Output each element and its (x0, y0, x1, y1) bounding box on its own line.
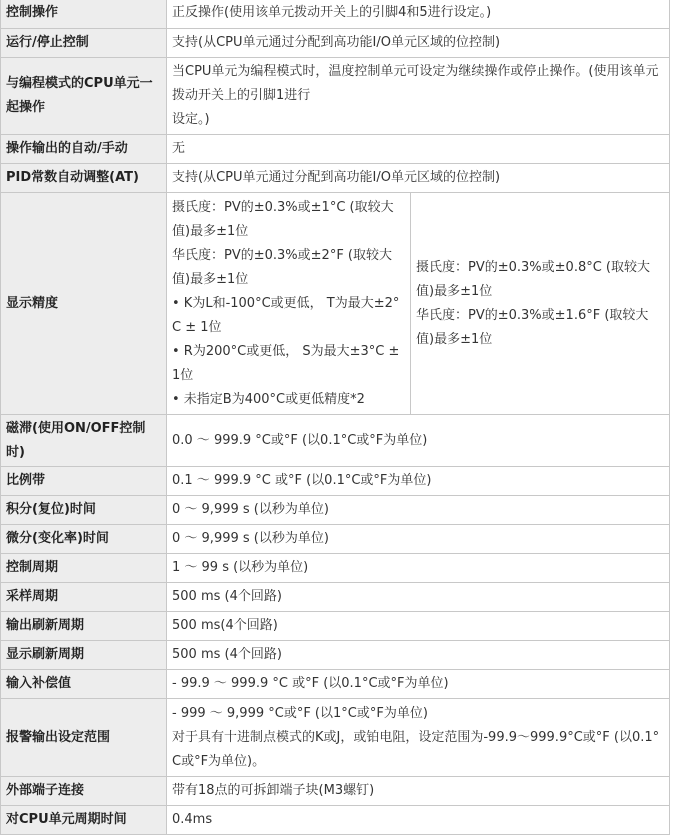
table-row (1, 641, 670, 670)
row-value: 500 ms(4个回路) (167, 612, 670, 641)
row-label: 输出刷新周期 (1, 612, 167, 641)
row-value (167, 58, 670, 135)
table-row (1, 496, 670, 525)
table-row (1, 583, 670, 612)
row-value: 支持(从CPU单元通过分配到高功能I/O单元区域的位控制) (167, 164, 670, 193)
row-label: 控制周期 (1, 554, 167, 583)
row-label: PID常数自动调整(AT) (1, 164, 167, 193)
table-row (1, 135, 670, 164)
row-label: 控制操作 (1, 0, 167, 29)
accuracy-right-cell (411, 193, 670, 415)
row-value: 无 (167, 135, 670, 164)
row-label: 显示精度 (1, 193, 167, 415)
table-row (1, 467, 670, 496)
value-line: 设定。) (172, 112, 210, 127)
row-label: 微分(变化率)时间 (1, 525, 167, 554)
row-value: 500 ms (4个回路) (167, 583, 670, 612)
value-line: • R为200°C或更低， S为最大±3°C ± 1位 (172, 343, 400, 383)
table-row (1, 415, 670, 467)
row-label: 显示刷新周期 (1, 641, 167, 670)
row-label: 与编程模式的CPU单元一起操作 (1, 58, 167, 135)
value-line: 对于具有十进制点模式的K或J，或铂电阻，设定范围为-99.9～999.9°C或°F (以0.1°C或°F为单位)。 (172, 729, 660, 769)
row-label: 积分(复位)时间 (1, 496, 167, 525)
row-value: 500 ms (4个回路) (167, 641, 670, 670)
value-line: 摄氏度：PV的±0.3%或±0.8°C (取较大值)最多±1位 (416, 259, 651, 299)
row-value: - 99.9 ～ 999.9 °C 或°F (以0.1°C或°F为单位) (167, 670, 670, 699)
value-line: 华氏度：PV的±0.3%或±1.6°F (取较大值)最多±1位 (416, 307, 649, 347)
value-line: - 999 ～ 9,999 °C或°F (以1°C或°F为单位) (172, 705, 428, 721)
row-label: 磁滞(使用ON/OFF控制时) (1, 415, 167, 467)
table-row (1, 193, 670, 415)
table-row (1, 29, 670, 58)
row-value: 带有18点的可拆卸端子块(M3螺钉) (167, 777, 670, 806)
row-value: 支持(从CPU单元通过分配到高功能I/O单元区域的位控制) (167, 29, 670, 58)
table-row (1, 554, 670, 583)
table-row (1, 612, 670, 641)
row-label: 采样周期 (1, 583, 167, 612)
table-row (1, 525, 670, 554)
table-row (1, 0, 670, 29)
table-row (1, 58, 670, 135)
row-label: 比例带 (1, 467, 167, 496)
row-value: 0.4ms (167, 806, 670, 835)
row-value: 正反操作(使用该单元拨动开关上的引脚4和5进行设定。) (167, 0, 670, 29)
row-value: 0.1 ～ 999.9 °C 或°F (以0.1°C或°F为单位) (167, 467, 670, 496)
row-value: 0 ～ 9,999 s (以秒为单位) (167, 525, 670, 554)
row-label: 外部端子连接 (1, 777, 167, 806)
value-line: • 未指定B为400°C或更低精度*2 (172, 391, 365, 407)
value-line: 华氏度：PV的±0.3%或±2°F (取较大值)最多±1位 (172, 247, 392, 287)
row-label: 运行/停止控制 (1, 29, 167, 58)
value-line: 摄氏度：PV的±0.3%或±1°C (取较大值)最多±1位 (172, 199, 394, 239)
accuracy-left-cell (167, 193, 411, 415)
table-row (1, 777, 670, 806)
row-value (167, 699, 670, 777)
row-value: 0 ～ 9,999 s (以秒为单位) (167, 496, 670, 525)
row-value: 0.0 ～ 999.9 °C或°F (以0.1°C或°F为单位) (167, 415, 670, 467)
row-label: 对CPU单元周期时间 (1, 806, 167, 835)
table-row (1, 699, 670, 777)
row-value: 1 ～ 99 s (以秒为单位) (167, 554, 670, 583)
row-label: 操作输出的自动/手动 (1, 135, 167, 164)
table-row (1, 806, 670, 835)
value-line: 当CPU单元为编程模式时，温度控制单元可设定为继续操作或停止操作。(使用该单元拨动开关上的引脚1进行 (172, 64, 659, 103)
table-row (1, 670, 670, 699)
value-line: • K为L和-100°C或更低， T为最大±2°C ± 1位 (172, 295, 400, 335)
row-label: 输入补偿值 (1, 670, 167, 699)
table-row (1, 164, 670, 193)
row-label: 报警输出设定范围 (1, 699, 167, 777)
